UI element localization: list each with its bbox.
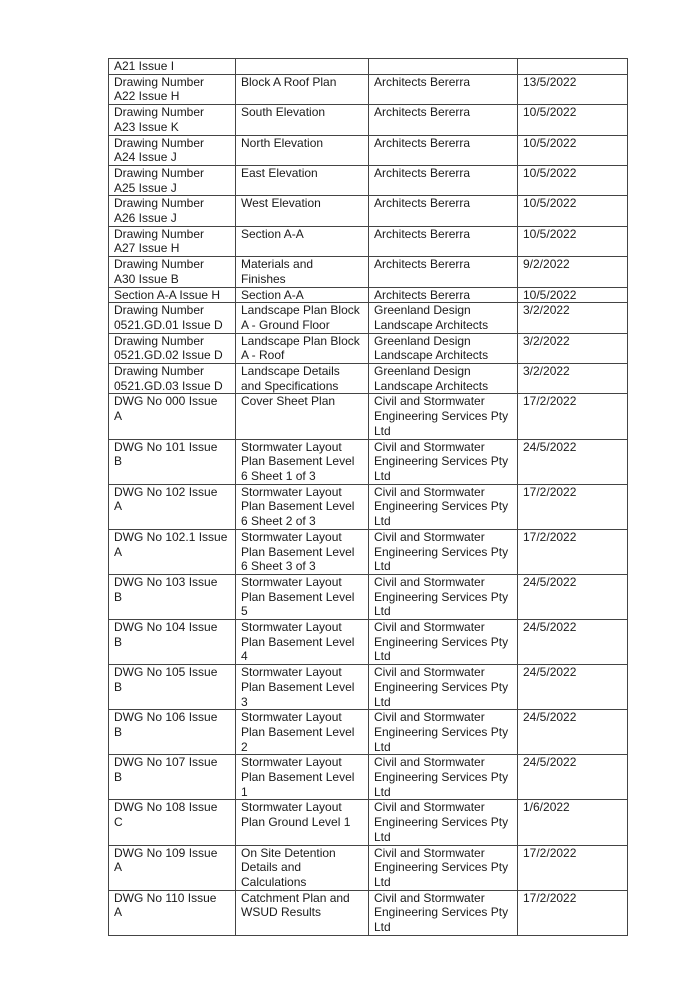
consultant-cell: Architects Bererra: [369, 135, 518, 165]
table-row: [109, 529, 628, 574]
drawing-number-cell: DWG No 107 Issue B: [109, 755, 236, 800]
drawing-number-cell: Drawing Number A23 Issue K: [109, 105, 236, 135]
table-body: [109, 59, 628, 936]
date-cell: 13/5/2022: [518, 74, 628, 104]
drawing-number-cell: Section A-A Issue H: [109, 287, 236, 303]
drawing-number-cell: Drawing Number A25 Issue J: [109, 165, 236, 195]
drawing-title-cell: [236, 59, 369, 75]
date-cell: 24/5/2022: [518, 574, 628, 619]
consultant-cell: Civil and Stormwater Engineering Services Pty Ltd: [369, 755, 518, 800]
table-row: [109, 620, 628, 665]
table-row: [109, 574, 628, 619]
drawing-number-cell: DWG No 101 Issue B: [109, 439, 236, 484]
consultant-cell: Civil and Stormwater Engineering Services Pty Ltd: [369, 574, 518, 619]
drawing-number-cell: DWG No 110 Issue A: [109, 890, 236, 935]
consultant-cell: Greenland Design Landscape Architects: [369, 303, 518, 333]
drawing-number-cell: DWG No 102.1 Issue A: [109, 529, 236, 574]
consultant-cell: Civil and Stormwater Engineering Services Pty Ltd: [369, 620, 518, 665]
table-row: [109, 196, 628, 226]
date-cell: 24/5/2022: [518, 665, 628, 710]
drawing-title-cell: Landscape Details and Specifications: [236, 364, 369, 394]
date-cell: 17/2/2022: [518, 394, 628, 439]
table-row: [109, 364, 628, 394]
drawing-title-cell: South Elevation: [236, 105, 369, 135]
table-row: [109, 665, 628, 710]
drawing-title-cell: Catchment Plan and WSUD Results: [236, 890, 369, 935]
consultant-cell: Civil and Stormwater Engineering Services Pty Ltd: [369, 439, 518, 484]
drawing-title-cell: Landscape Plan Block A - Roof: [236, 333, 369, 363]
drawing-number-cell: Drawing Number A24 Issue J: [109, 135, 236, 165]
consultant-cell: Civil and Stormwater Engineering Services Pty Ltd: [369, 394, 518, 439]
consultant-cell: Architects Bererra: [369, 165, 518, 195]
drawing-title-cell: Section A-A: [236, 226, 369, 256]
consultant-cell: Greenland Design Landscape Architects: [369, 333, 518, 363]
date-cell: 9/2/2022: [518, 257, 628, 287]
document-page: [108, 58, 627, 936]
table-row: [109, 394, 628, 439]
drawing-title-cell: Stormwater Layout Plan Basement Level 6 Sheet 1 of 3: [236, 439, 369, 484]
drawing-title-cell: Stormwater Layout Plan Basement Level 5: [236, 574, 369, 619]
table-row: [109, 484, 628, 529]
drawing-number-cell: DWG No 104 Issue B: [109, 620, 236, 665]
drawing-number-cell: Drawing Number A22 Issue H: [109, 74, 236, 104]
drawing-title-cell: Stormwater Layout Plan Basement Level 6 Sheet 3 of 3: [236, 529, 369, 574]
drawing-number-cell: Drawing Number 0521.GD.01 Issue D: [109, 303, 236, 333]
drawing-number-cell: A21 Issue I: [109, 59, 236, 75]
drawing-title-cell: East Elevation: [236, 165, 369, 195]
table-row: [109, 59, 628, 75]
date-cell: 10/5/2022: [518, 226, 628, 256]
drawing-title-cell: Stormwater Layout Plan Basement Level 3: [236, 665, 369, 710]
table-row: [109, 105, 628, 135]
date-cell: 3/2/2022: [518, 364, 628, 394]
date-cell: 17/2/2022: [518, 484, 628, 529]
consultant-cell: Architects Bererra: [369, 226, 518, 256]
consultant-cell: Architects Bererra: [369, 257, 518, 287]
drawing-title-cell: Section A-A: [236, 287, 369, 303]
consultant-cell: Civil and Stormwater Engineering Services Pty Ltd: [369, 529, 518, 574]
table-row: [109, 226, 628, 256]
drawing-number-cell: DWG No 109 Issue A: [109, 845, 236, 890]
consultant-cell: Architects Bererra: [369, 105, 518, 135]
drawing-number-cell: Drawing Number A30 Issue B: [109, 257, 236, 287]
drawings-table: [108, 58, 628, 936]
date-cell: 24/5/2022: [518, 620, 628, 665]
date-cell: 10/5/2022: [518, 165, 628, 195]
drawing-title-cell: Stormwater Layout Plan Ground Level 1: [236, 800, 369, 845]
consultant-cell: Civil and Stormwater Engineering Services Pty Ltd: [369, 845, 518, 890]
table-row: [109, 333, 628, 363]
drawing-number-cell: DWG No 108 Issue C: [109, 800, 236, 845]
drawing-number-cell: DWG No 103 Issue B: [109, 574, 236, 619]
table-row: [109, 74, 628, 104]
drawing-number-cell: DWG No 105 Issue B: [109, 665, 236, 710]
drawing-title-cell: Cover Sheet Plan: [236, 394, 369, 439]
consultant-cell: Architects Bererra: [369, 74, 518, 104]
drawing-title-cell: Stormwater Layout Plan Basement Level 1: [236, 755, 369, 800]
drawing-number-cell: Drawing Number A27 Issue H: [109, 226, 236, 256]
consultant-cell: Architects Bererra: [369, 196, 518, 226]
consultant-cell: Architects Bererra: [369, 287, 518, 303]
drawing-number-cell: Drawing Number A26 Issue J: [109, 196, 236, 226]
date-cell: 1/6/2022: [518, 800, 628, 845]
table-row: [109, 287, 628, 303]
table-row: [109, 710, 628, 755]
date-cell: 10/5/2022: [518, 196, 628, 226]
table-row: [109, 845, 628, 890]
consultant-cell: Civil and Stormwater Engineering Services Pty Ltd: [369, 484, 518, 529]
table-row: [109, 800, 628, 845]
consultant-cell: Civil and Stormwater Engineering Services Pty Ltd: [369, 890, 518, 935]
consultant-cell: Civil and Stormwater Engineering Services Pty Ltd: [369, 710, 518, 755]
drawing-title-cell: West Elevation: [236, 196, 369, 226]
table-row: [109, 303, 628, 333]
date-cell: 24/5/2022: [518, 755, 628, 800]
date-cell: 10/5/2022: [518, 105, 628, 135]
table-row: [109, 257, 628, 287]
drawing-title-cell: Materials and Finishes: [236, 257, 369, 287]
drawing-title-cell: Stormwater Layout Plan Basement Level 4: [236, 620, 369, 665]
date-cell: 24/5/2022: [518, 710, 628, 755]
drawing-number-cell: DWG No 000 Issue A: [109, 394, 236, 439]
table-row: [109, 439, 628, 484]
date-cell: 3/2/2022: [518, 303, 628, 333]
drawing-title-cell: Stormwater Layout Plan Basement Level 2: [236, 710, 369, 755]
drawing-number-cell: DWG No 106 Issue B: [109, 710, 236, 755]
consultant-cell: Greenland Design Landscape Architects: [369, 364, 518, 394]
drawing-number-cell: Drawing Number 0521.GD.02 Issue D: [109, 333, 236, 363]
date-cell: 17/2/2022: [518, 845, 628, 890]
drawing-number-cell: Drawing Number 0521.GD.03 Issue D: [109, 364, 236, 394]
consultant-cell: Civil and Stormwater Engineering Services Pty Ltd: [369, 665, 518, 710]
consultant-cell: Civil and Stormwater Engineering Services Pty Ltd: [369, 800, 518, 845]
table-row: [109, 890, 628, 935]
drawing-title-cell: North Elevation: [236, 135, 369, 165]
table-row: [109, 755, 628, 800]
drawing-title-cell: Block A Roof Plan: [236, 74, 369, 104]
date-cell: 10/5/2022: [518, 287, 628, 303]
date-cell: 24/5/2022: [518, 439, 628, 484]
table-row: [109, 165, 628, 195]
table-row: [109, 135, 628, 165]
drawing-number-cell: DWG No 102 Issue A: [109, 484, 236, 529]
drawing-title-cell: Landscape Plan Block A - Ground Floor: [236, 303, 369, 333]
date-cell: [518, 59, 628, 75]
date-cell: 17/2/2022: [518, 529, 628, 574]
consultant-cell: [369, 59, 518, 75]
drawing-title-cell: Stormwater Layout Plan Basement Level 6 Sheet 2 of 3: [236, 484, 369, 529]
drawing-title-cell: On Site Detention Details and Calculations: [236, 845, 369, 890]
date-cell: 17/2/2022: [518, 890, 628, 935]
date-cell: 3/2/2022: [518, 333, 628, 363]
date-cell: 10/5/2022: [518, 135, 628, 165]
